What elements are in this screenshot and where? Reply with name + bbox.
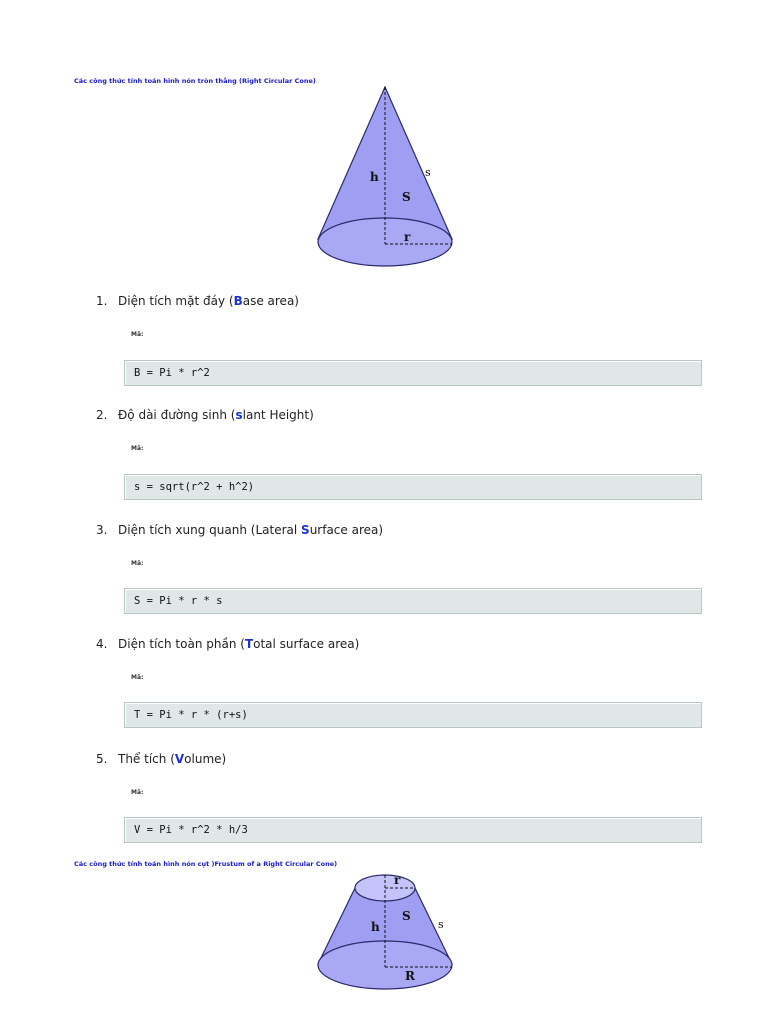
formula-item-total-surface <box>96 637 359 651</box>
code-label: Mã: <box>131 331 144 338</box>
frustum-label-h: h <box>371 920 380 934</box>
item-text-post: lant Height) <box>242 408 314 422</box>
cone-label-S: S <box>402 190 411 204</box>
item-text-post: urface area) <box>309 523 384 537</box>
item-number: 3. <box>96 523 108 537</box>
code-box-lateral-surface[interactable]: S = Pi * r * s <box>124 588 702 614</box>
item-number: 2. <box>96 408 108 422</box>
item-number: 5. <box>96 752 108 766</box>
code-box-slant-height[interactable]: s = sqrt(r^2 + h^2) <box>124 474 702 500</box>
item-number: 4. <box>96 637 108 651</box>
frustum-section-title: Các công thức tính toán hình nón cụt )Frustum of a Right Circular Cone) <box>74 860 338 868</box>
cone-label-r: r <box>404 230 411 244</box>
formula-item-base-area <box>96 294 299 308</box>
item-highlight: V <box>174 752 185 766</box>
code-label: Mã: <box>131 445 144 452</box>
code-label: Mã: <box>131 789 144 796</box>
item-text-pre: Diện tích xung quanh (Lateral <box>118 523 302 537</box>
item-text-pre: Diện tích toàn phần ( <box>118 637 245 651</box>
cone-label-s: s <box>425 166 431 179</box>
cone-label-h: h <box>370 170 379 184</box>
item-text-pre: Diện tích mặt đáy ( <box>118 294 234 308</box>
item-number: 1. <box>96 294 108 308</box>
item-highlight: T <box>244 637 254 651</box>
frustum-figure <box>310 868 460 996</box>
formula-item-lateral-surface <box>96 523 383 537</box>
code-box-total-surface[interactable]: T = Pi * r * (r+s) <box>124 702 702 728</box>
formula-item-slant-height <box>96 408 314 422</box>
frustum-label-r: r <box>394 873 401 887</box>
item-highlight: s <box>235 408 243 422</box>
item-text-post: olume) <box>184 752 227 766</box>
code-label: Mã: <box>131 674 144 681</box>
item-text-pre: Thể tích ( <box>118 752 175 766</box>
frustum-label-S: S <box>402 909 411 923</box>
code-label: Mã: <box>131 560 144 567</box>
cone-section-title: Các công thức tính toán hình nón tròn thẳng (Right Circular Cone) <box>74 77 316 85</box>
item-text-post: otal surface area) <box>253 637 360 651</box>
formula-item-volume <box>96 752 226 766</box>
item-highlight: S <box>301 523 310 537</box>
code-box-volume[interactable]: V = Pi * r^2 * h/3 <box>124 817 702 843</box>
code-box-base-area[interactable]: B = Pi * r^2 <box>124 360 702 386</box>
item-text-post: ase area) <box>242 294 299 308</box>
item-text-pre: Độ dài đường sinh ( <box>118 408 236 422</box>
frustum-label-R: R <box>405 969 415 983</box>
cone-figure <box>310 84 460 274</box>
frustum-label-s: s <box>438 918 444 931</box>
item-highlight: B <box>233 294 243 308</box>
